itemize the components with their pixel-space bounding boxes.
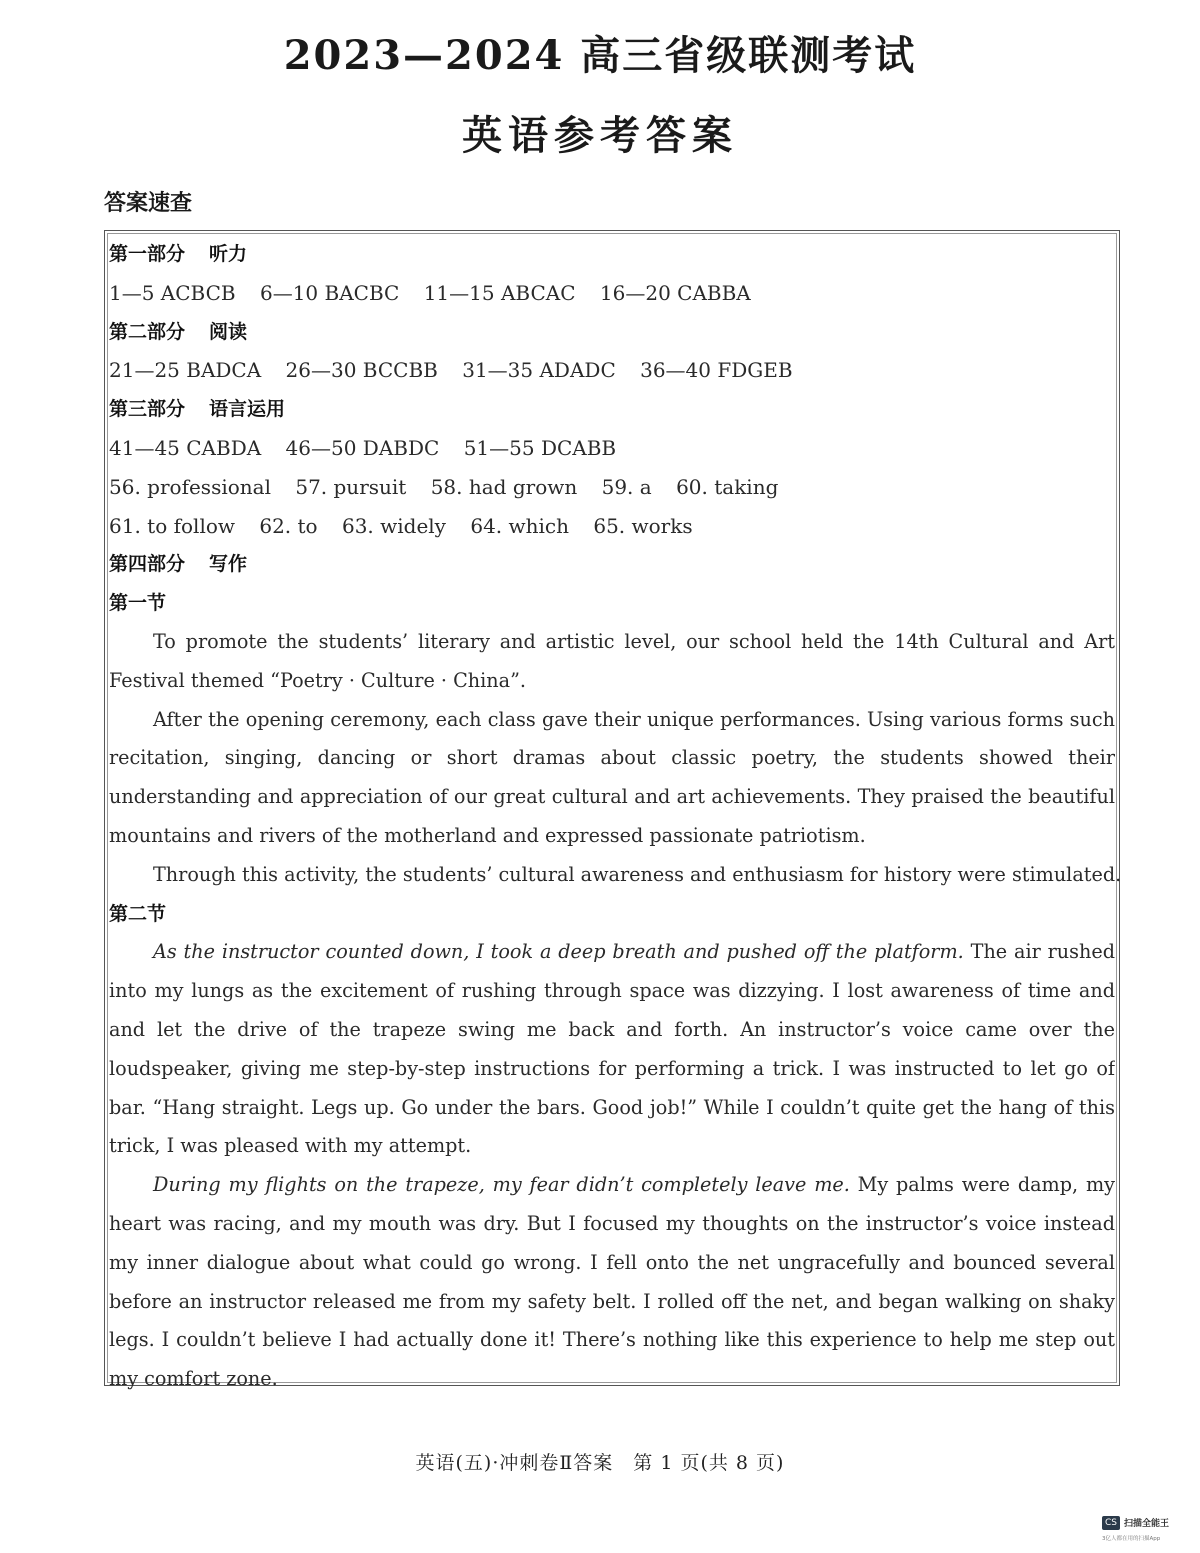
essay2-line: before an instructor released me from my safety belt. I rolled off the net, and began walking on shaky xyxy=(109,1289,1115,1313)
part3-fill-answers-2 xyxy=(109,507,1115,546)
part1-heading xyxy=(109,235,1115,274)
answer-group: 36—40 FDGEB xyxy=(640,358,793,383)
part2-title: 第二部分 xyxy=(109,320,186,343)
essay2-line: trick, I was pleased with my attempt. xyxy=(109,1134,472,1158)
fill-answer: 57. pursuit xyxy=(295,474,407,499)
fill-answer: 64. which xyxy=(470,513,569,538)
part4-heading xyxy=(109,545,1115,584)
essay1-line: recitation, singing, dancing or short dramas about classic poetry, the students showed their xyxy=(109,746,1115,770)
section1-title: 第一节 xyxy=(109,592,167,615)
document-title: 英语参考答案 xyxy=(462,112,738,159)
essay2-second-para-first-line xyxy=(109,1166,1115,1205)
fill-answer: 65. works xyxy=(593,513,693,538)
essay2-line: my comfort zone. xyxy=(109,1367,278,1391)
part4-title: 第四部分 xyxy=(109,553,186,576)
essay1-line: understanding and appreciation of our great cultural and art achievements. They praised the beautiful xyxy=(109,785,1115,809)
essay2-line: my inner dialogue about what could go wrong. I fell onto the net ungracefully and bounced several xyxy=(109,1250,1115,1274)
answer-group: 51—55 DCABB xyxy=(463,435,617,460)
essay2-line: into my lungs as the excitement of rushing through space was dizzying. I lost awareness of time and xyxy=(109,979,1115,1003)
part3-title: 第三部分 xyxy=(109,398,186,421)
answer-group: 21—25 BADCA xyxy=(109,358,262,383)
part3-name: 语言运用 xyxy=(209,398,286,421)
fill-answer: 61. to follow xyxy=(109,513,235,538)
essay2-first-line xyxy=(109,933,1115,972)
essay2-line: bar. “Hang straight. Legs up. Go under the bars. Good job!” While I couldn’t quite get the hang of this xyxy=(109,1095,1115,1119)
page-footer: 英语(五)·冲刺卷Ⅱ答案 第 1 页(共 8 页) xyxy=(415,1452,785,1474)
fill-answer: 59. a xyxy=(601,474,652,499)
watermark-tagline: 3亿人都在用的扫描App xyxy=(1102,1536,1161,1542)
camscanner-logo-icon: CS xyxy=(1102,1516,1120,1530)
watermark-name: 扫描全能王 xyxy=(1124,1519,1170,1529)
answer-group: 1—5 ACBCB xyxy=(109,280,236,305)
answer-group: 6—10 BACBC xyxy=(259,280,400,305)
fill-answer: 60. taking xyxy=(676,474,779,499)
answer-quick-check-label: 答案速查 xyxy=(104,191,193,216)
essay1-line: Through this activity, the students’ cultural awareness and enthusiasm for history were stimulated. xyxy=(153,862,1122,886)
part1-answers xyxy=(109,274,1115,313)
fill-answer: 63. widely xyxy=(341,513,446,538)
part2-name: 阅读 xyxy=(209,320,248,343)
essay1-line: Festival themed “Poetry · Culture · China”. xyxy=(109,668,526,692)
essay1-line: After the opening ceremony, each class gave their unique performances. Using various forms such xyxy=(153,707,1115,731)
essay2-line: legs. I couldn’t believe I had actually done it! There’s nothing like this experience to help me step out xyxy=(109,1328,1115,1352)
given-opening-sentence: During my flights on the trapeze, my fear didn’t completely leave me. xyxy=(153,1173,850,1197)
answer-box xyxy=(104,230,1122,1391)
part4-name: 写作 xyxy=(209,553,248,576)
essay2-line: loudspeaker, giving me step-by-step instructions for performing a trick. I was instructed to let go of xyxy=(109,1056,1115,1080)
part1-title: 第一部分 xyxy=(109,243,186,265)
essay1-line: To promote the students’ literary and artistic level, our school held the 14th Cultural and Art xyxy=(153,629,1115,653)
essay1-line: mountains and rivers of the motherland and expressed passionate patriotism. xyxy=(109,823,866,847)
part3-fill-answers-1 xyxy=(109,468,1115,507)
fill-answer: 56. professional xyxy=(109,474,271,499)
essay2-text: My palms were damp, my xyxy=(857,1173,1115,1197)
given-opening-sentence: As the instructor counted down, I took a deep breath and pushed off the platform. xyxy=(153,940,964,964)
essay2-line: heart was racing, and my mouth was dry. But I focused my thoughts on the instructor’s voice instead xyxy=(109,1211,1115,1235)
answer-group: 16—20 CABBA xyxy=(599,280,751,305)
part3-heading xyxy=(109,390,1115,429)
part2-heading xyxy=(109,313,1115,352)
answer-group: 26—30 BCCBB xyxy=(285,358,438,383)
fill-answer: 58. had grown xyxy=(430,474,578,499)
exam-title: 2023—2024 高三省级联测考试 xyxy=(283,32,917,79)
part2-answers xyxy=(109,351,1115,390)
answer-group: 46—50 DABDC xyxy=(285,435,440,460)
essay2-line: and let the drive of the trapeze swing me back and forth. An instructor’s voice came over the xyxy=(109,1017,1115,1041)
essay2-text: The air rushed xyxy=(970,940,1115,964)
fill-answer: 62. to xyxy=(259,513,318,538)
scanner-watermark xyxy=(1102,1516,1194,1548)
part3-answers xyxy=(109,429,1115,468)
answer-group: 41—45 CABDA xyxy=(109,435,262,460)
section2-title: 第二节 xyxy=(109,902,167,925)
answer-group: 31—35 ADADC xyxy=(462,358,616,383)
part1-name: 听力 xyxy=(209,243,248,265)
answer-group: 11—15 ABCAC xyxy=(423,280,576,305)
